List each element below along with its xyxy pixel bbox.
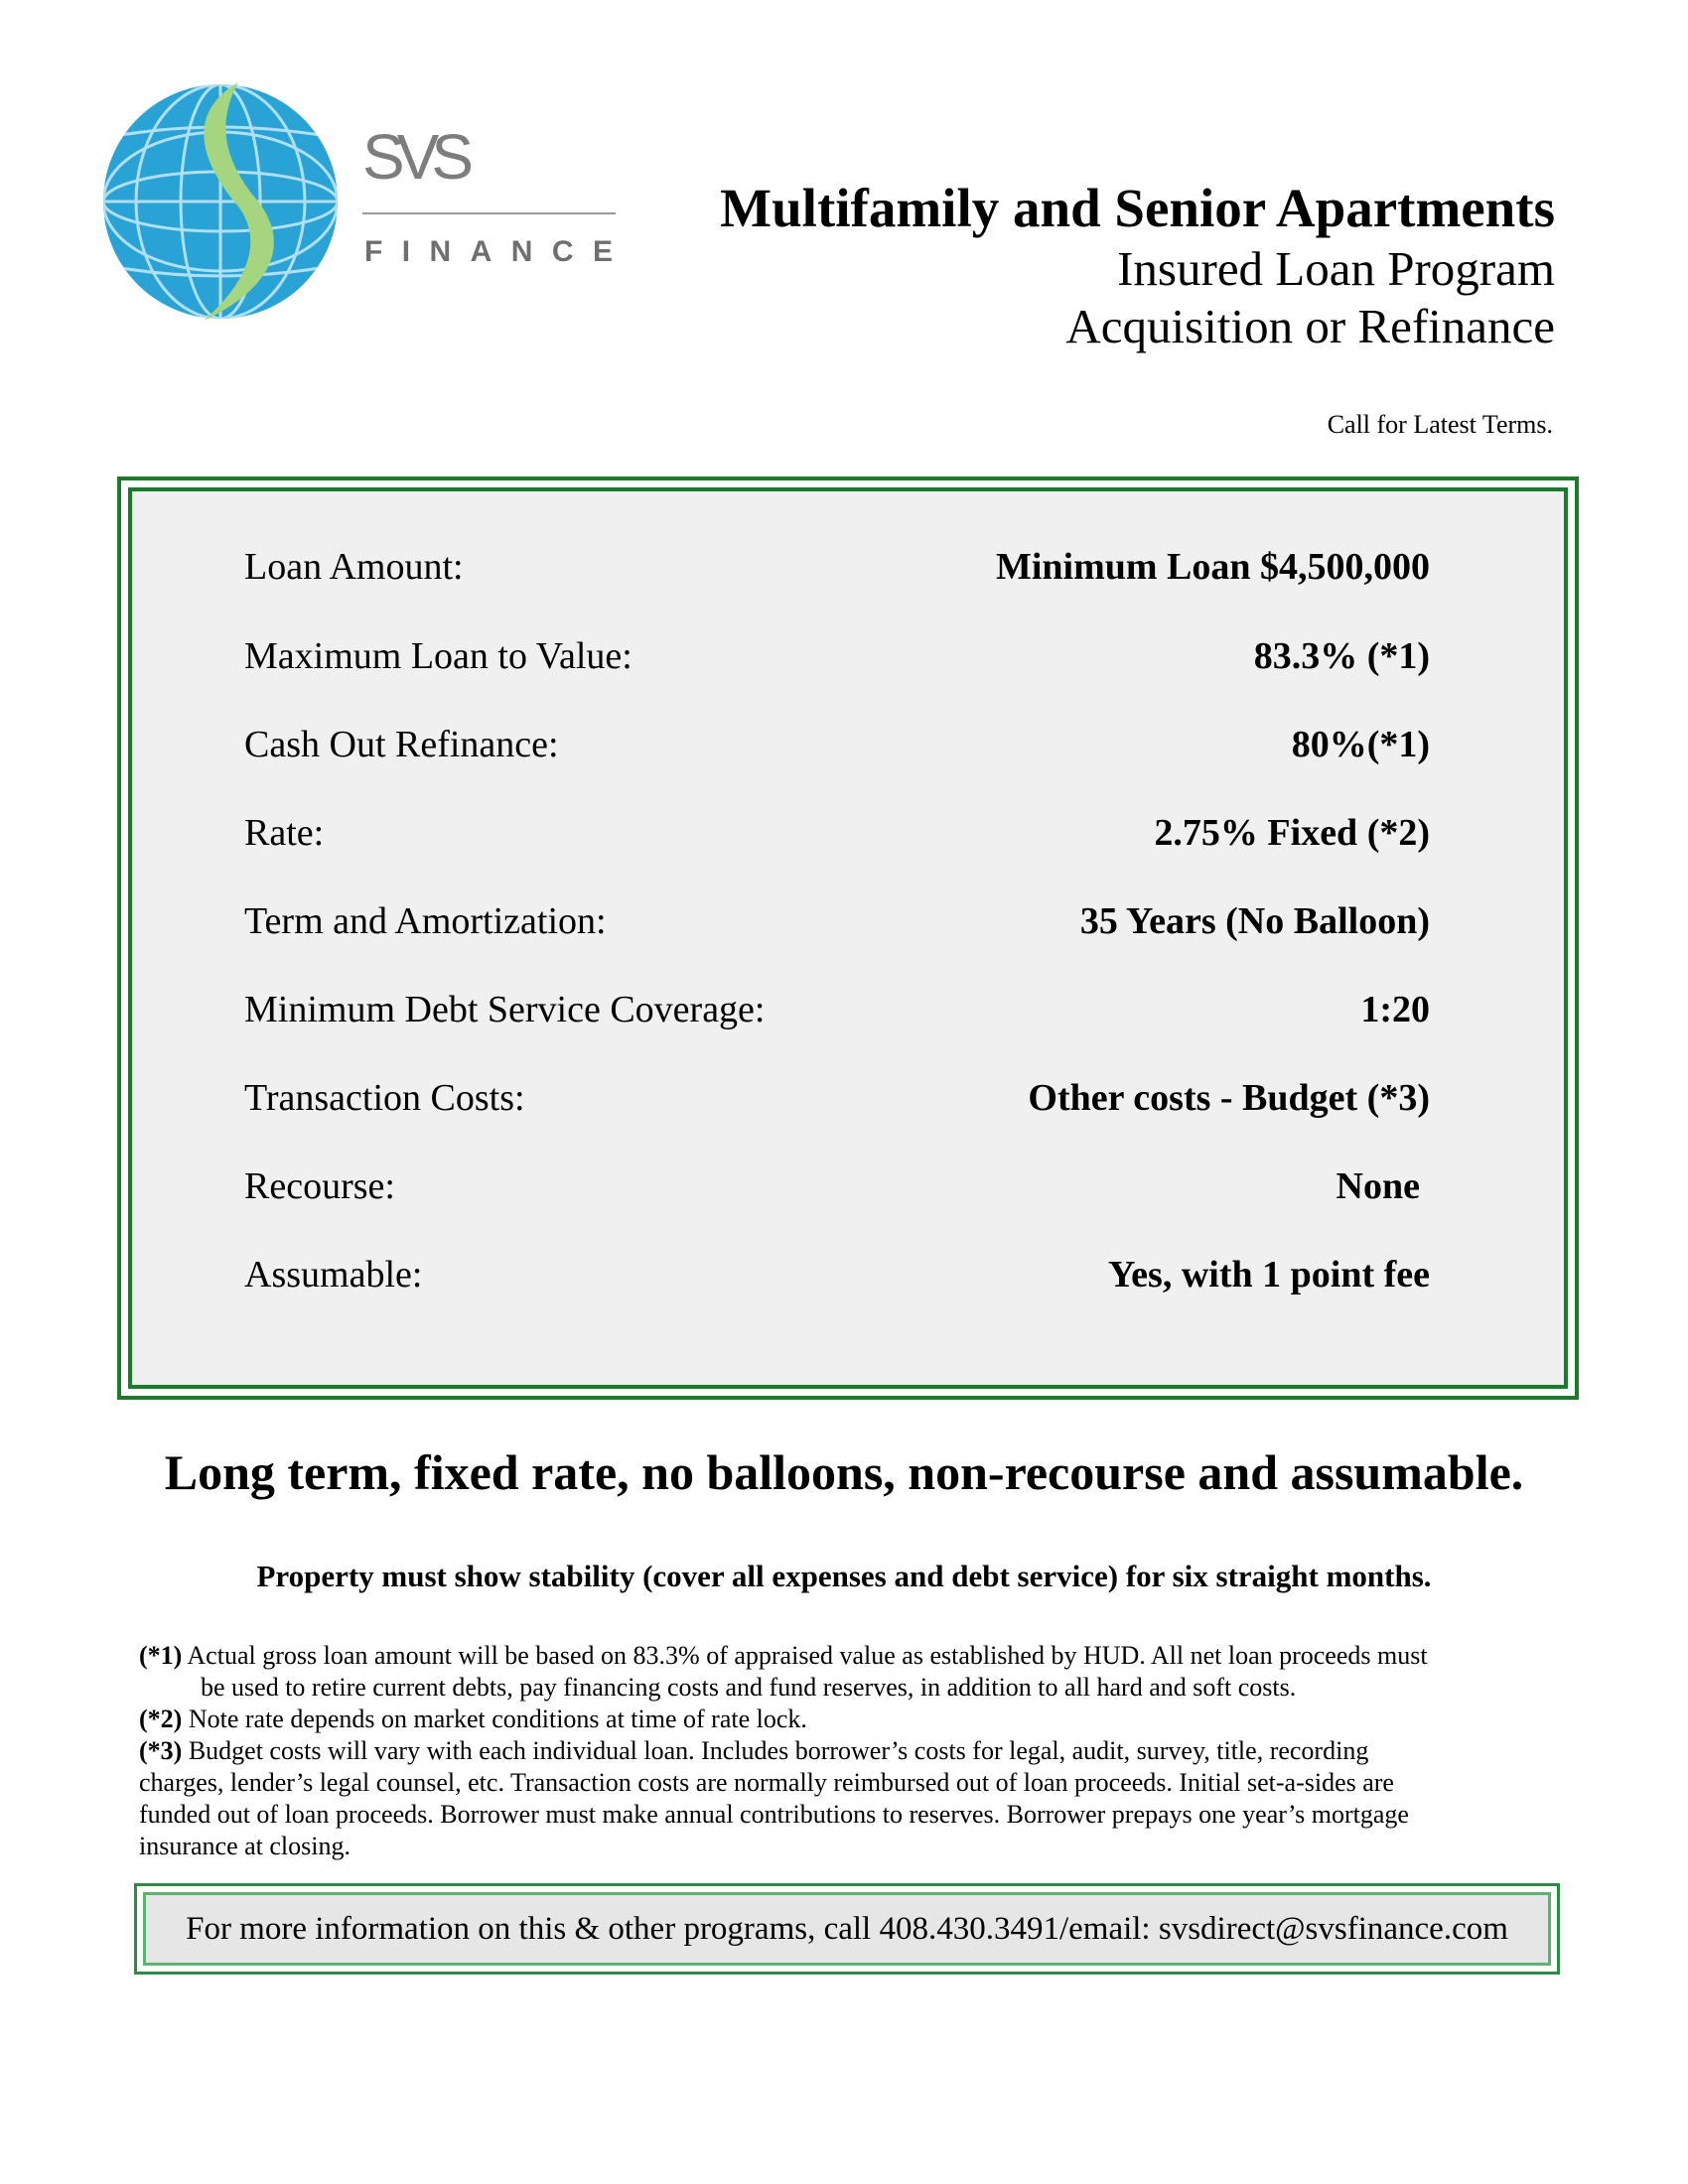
footnote-1 bbox=[139, 1640, 1549, 1672]
footnote-3-line-4: insurance at closing. bbox=[139, 1832, 351, 1860]
svs-finance-logo-graphic bbox=[99, 77, 635, 326]
term-value: 83.3% (*1) bbox=[1253, 635, 1430, 677]
term-row-assumable bbox=[244, 1253, 1430, 1302]
term-label: Transaction Costs: bbox=[244, 1077, 525, 1119]
footnote-marker: (*1) bbox=[139, 1641, 183, 1670]
term-label: Assumable: bbox=[244, 1254, 423, 1296]
term-label: Cash Out Refinance: bbox=[244, 724, 559, 765]
company-logo bbox=[99, 77, 635, 326]
term-row-term-amortization bbox=[244, 899, 1430, 949]
loan-terms-box bbox=[117, 477, 1579, 1400]
page-header bbox=[720, 177, 1555, 355]
logo-wordmark-finance: FINANCE bbox=[364, 235, 613, 268]
footnote-1-continued: be used to retire current debts, pay financing costs and fund reserves, in addition to all hard and soft costs. bbox=[201, 1673, 1297, 1702]
term-label: Rate: bbox=[244, 812, 325, 854]
term-value: 35 Years (No Balloon) bbox=[1079, 900, 1430, 942]
globe-icon bbox=[103, 82, 338, 321]
term-label: Loan Amount: bbox=[244, 546, 464, 588]
term-row-recourse bbox=[244, 1164, 1430, 1214]
program-tagline: Long term, fixed rate, no balloons, non-recourse and assumable. bbox=[164, 1444, 1524, 1500]
page-subtitle-purpose: Acquisition or Refinance bbox=[1065, 299, 1555, 353]
term-row-transaction-costs bbox=[244, 1076, 1430, 1126]
term-label: Recourse: bbox=[244, 1165, 395, 1207]
stability-requirement: Property must show stability (cover all expenses and debt service) for six straight months. bbox=[256, 1559, 1432, 1593]
footnote-3-line-2: charges, lender’s legal counsel, etc. Transaction costs are normally reimbursed out of loan proceeds. Initial set-a-sides are bbox=[139, 1768, 1394, 1797]
logo-wordmark-svs: SVS bbox=[362, 121, 474, 193]
footnote-text: Actual gross loan amount will be based on 83.3% of appraised value as established by HUD. All net loan proceeds must bbox=[187, 1641, 1428, 1670]
term-row-cash-out bbox=[244, 723, 1430, 772]
term-value: Minimum Loan $4,500,000 bbox=[995, 546, 1430, 588]
page-subtitle-program: Insured Loan Program bbox=[1117, 241, 1555, 296]
contact-info: For more information on this & other programs, call 408.430.3491/email: svsdirect@svsfinance.com bbox=[143, 1892, 1551, 1966]
footnotes bbox=[139, 1640, 1549, 1862]
term-label: Maximum Loan to Value: bbox=[244, 635, 633, 677]
term-row-rate bbox=[244, 811, 1430, 861]
term-label: Minimum Debt Service Coverage: bbox=[244, 989, 766, 1030]
term-value: Other costs - Budget (*3) bbox=[1028, 1077, 1430, 1119]
term-label: Term and Amortization: bbox=[244, 900, 607, 942]
term-value: 2.75% Fixed (*2) bbox=[1154, 812, 1430, 854]
footnote-2 bbox=[139, 1704, 1549, 1735]
contact-box bbox=[134, 1883, 1560, 1975]
term-value: 80%(*1) bbox=[1291, 724, 1430, 765]
footnote-3-line-3: funded out of loan proceeds. Borrower must make annual contributions to reserves. Borrower prepays one year’s mortgage bbox=[139, 1800, 1409, 1829]
footnote-3 bbox=[139, 1735, 1549, 1767]
term-row-max-ltv bbox=[244, 634, 1430, 684]
term-value: 1:20 bbox=[1360, 989, 1430, 1030]
term-value: None bbox=[1336, 1165, 1420, 1207]
page-title: Multifamily and Senior Apartments bbox=[720, 178, 1555, 238]
loan-terms-panel bbox=[128, 487, 1568, 1389]
term-row-loan-amount bbox=[244, 545, 1430, 595]
footnote-text: Budget costs will vary with each individual loan. Includes borrower’s costs for legal, audit, survey, title, recording bbox=[188, 1736, 1369, 1765]
footnote-marker: (*2) bbox=[139, 1705, 183, 1733]
call-for-terms-note: Call for Latest Terms. bbox=[1327, 410, 1553, 439]
term-value: Yes, with 1 point fee bbox=[1107, 1254, 1430, 1296]
footnote-text: Note rate depends on market conditions at time of rate lock. bbox=[188, 1705, 807, 1733]
term-row-dscr bbox=[244, 988, 1430, 1037]
footnote-marker: (*3) bbox=[139, 1736, 183, 1765]
